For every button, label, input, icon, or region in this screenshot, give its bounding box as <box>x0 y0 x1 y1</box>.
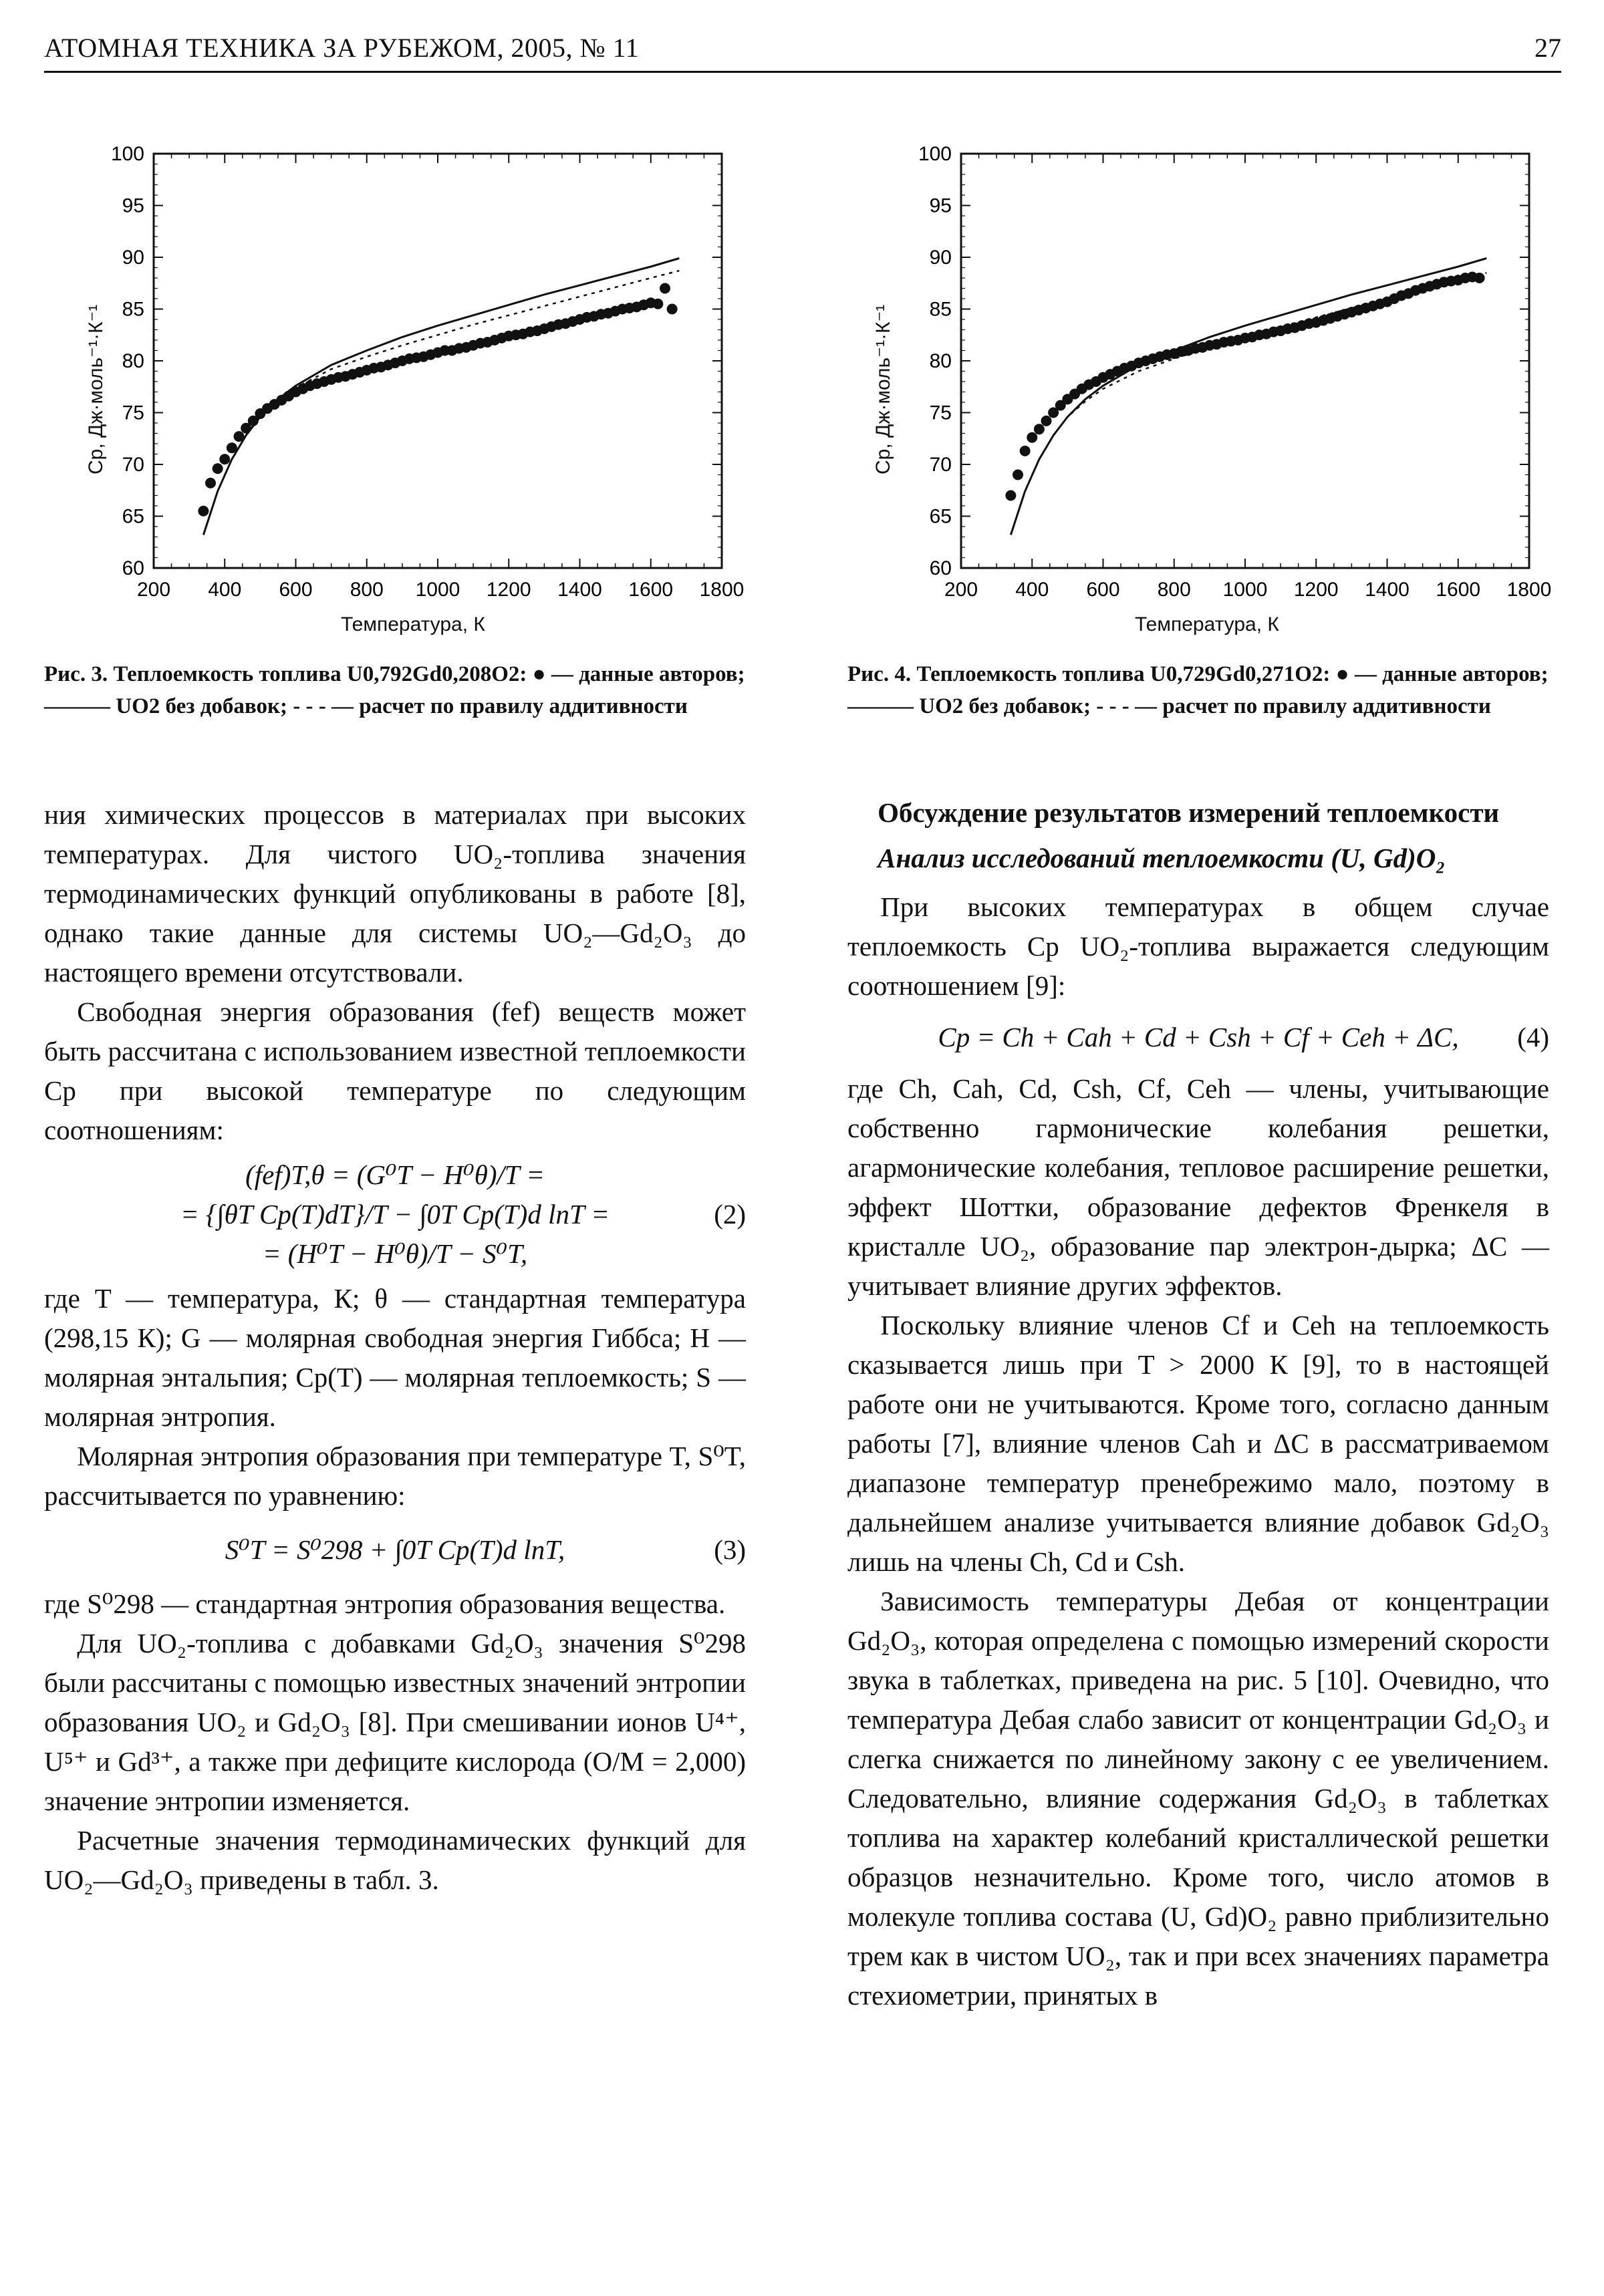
y-tick-label: 100 <box>918 143 952 165</box>
equation-2-line: = (H⁰T − H⁰θ)/T − S⁰T, <box>262 1238 528 1269</box>
equation-number: (4) <box>1517 1022 1549 1052</box>
paragraph: где T — температура, К; θ — стандартная температура (298,15 К); G — молярная свободная энергия Гиббса; H — молярная энтальпия; Cp(T) — молярная теплоемкость; S — молярная энтропия. <box>44 1283 746 1432</box>
equation-3-body: S⁰T = S⁰298 + ∫0T Cp(T)d lnT, <box>225 1534 565 1565</box>
figure-4-chart <box>841 134 1576 655</box>
figure-3 <box>27 134 762 655</box>
subsection-heading: Анализ исследований теплоемкости (U, Gd)O₂ <box>878 843 1446 873</box>
figure-3-xlabel: Температура, К <box>341 613 485 635</box>
paragraph: Для UO₂-топлива с добавками Gd₂O₃ значения S⁰298 были рассчитаны с помощью известных значений энтропии образования UO₂ и Gd₂O₃ [8]. При смешивании ионов U⁴⁺, U⁵⁺ и Gd³⁺, а также при дефиците кислорода (O/M = 2,000) значение энтропии изменяется. <box>44 1628 746 1816</box>
equation-4-body: Cp = Ch + Cah + Cd + Csh + Cf + Ceh + ΔC, <box>938 1022 1459 1052</box>
x-tick-label: 800 <box>1157 579 1191 601</box>
data-point <box>660 283 670 294</box>
y-tick-label: 85 <box>122 298 144 321</box>
y-tick-label: 60 <box>929 557 952 579</box>
figure-4-ylabel: Cp, Дж·моль⁻¹·К⁻¹ <box>872 304 894 474</box>
y-tick-label: 70 <box>122 454 144 476</box>
x-tick-label: 1400 <box>1365 579 1410 601</box>
figure-4-caption: Рис. 4. Теплоемкость топлива U0,729Gd0,271O2: ● — данные авторов; ——— UO2 без добавок; - - - — расчет по правилу аддитивности <box>847 662 1549 718</box>
equation-4 <box>847 1018 1549 1057</box>
paragraph: Зависимость температуры Дебая от концентрации Gd₂O₃, которая определена с помощью измерений скорости звука в таблетках, приведена на рис. 5 [10]. Очевидно, что температура Дебая слабо зависит от концентрации Gd₂O₃ и слегка снижается по линейному закону с ее увеличением. Следовательно, влияние содержания Gd₂O₃ в таблетках топлива на характер колебаний кристаллической решетки образцов незначительно. Кроме того, число атомов в молекуле топлива состава (U, Gd)O₂ равно приблизительно трем как в чистом UO₂, так и при всех значениях параметра стехиометрии, принятых в <box>847 1586 1549 2011</box>
y-tick-label: 80 <box>122 350 144 372</box>
data-point <box>205 478 216 488</box>
paragraph: Свободная энергия образования (fef) веществ может быть рассчитана с использованием известной теплоемкости Cp при высокой температуре по следующим соотношениям: <box>44 996 746 1145</box>
x-tick-label: 600 <box>1086 579 1120 601</box>
uo2-line <box>203 259 679 535</box>
x-tick-label: 600 <box>279 579 313 601</box>
y-tick-label: 80 <box>929 350 952 372</box>
y-tick-label: 85 <box>929 298 952 321</box>
y-tick-label: 95 <box>929 194 952 217</box>
paragraph: Расчетные значения термодинамических функций для UO₂—Gd₂O₃ приведены в табл. 3. <box>44 1825 746 1895</box>
data-point <box>1027 432 1037 443</box>
data-point <box>1013 470 1023 480</box>
x-tick-label: 1000 <box>1222 579 1268 601</box>
x-tick-label: 1000 <box>415 579 460 601</box>
y-tick-label: 100 <box>110 143 144 165</box>
paragraph: Поскольку влияние членов Cf и Ceh на теплоемкость сказывается лишь при T > 2000 К [9], то в настоящей работе они не учитываются. Кроме того, согласно данным работы [7], влияние членов Cah и ΔC в рассматриваемом диапазоне температур пренебрежимо мало, поэтому в дальнейшем анализе учитывается влияние добавок Gd₂O₃ лишь на члены Ch, Cd и Csh. <box>847 1310 1549 1577</box>
y-tick-label: 75 <box>122 402 144 424</box>
x-tick-label: 1800 <box>699 579 745 601</box>
x-tick-label: 200 <box>944 579 978 601</box>
figure-3-caption: Рис. 3. Теплоемкость топлива U0,792Gd0,208O2: ● — данные авторов; ——— UO2 без добавок; - - - — расчет по правилу аддитивности <box>44 662 745 718</box>
data-point <box>1041 416 1052 426</box>
figure-4 <box>841 134 1576 655</box>
data-point <box>667 304 678 315</box>
x-tick-label: 400 <box>208 579 242 601</box>
x-tick-label: 1200 <box>1293 579 1339 601</box>
additivity-line <box>1011 273 1486 535</box>
figure-3-ylabel: Cp, Дж·моль⁻¹·К⁻¹ <box>85 304 107 474</box>
paragraph: где Ch, Cah, Cd, Csh, Cf, Ceh — члены, учитывающие собственно гармонические колебания решетки, агармонические колебания, тепловое расширение решетки, эффект Шоттки, образование дефектов Френкеля в кристалле UO₂, образование пар электрон-дырка; ΔC — учитывает влияние других эффектов. <box>847 1073 1549 1301</box>
data-point <box>1005 490 1016 501</box>
left-column <box>44 795 746 1900</box>
paragraph: При высоких температурах в общем случае теплоемкость Cp UO₂-топлива выражается следующим соотношением [9]: <box>847 891 1549 1001</box>
equation-2 <box>44 1155 746 1274</box>
data-point <box>219 454 230 464</box>
y-tick-label: 75 <box>929 402 952 424</box>
equation-2-line: (fef)T,θ = (G⁰T − H⁰θ)/T = <box>245 1159 545 1190</box>
paragraph: ния химических процессов в материалах при высоких температурах. Для чистого UO₂-топлива значения термодинамических функций опубликованы в работе [8], однако такие данные для системы UO₂—Gd₂O₃ до настоящего времени отсутствовали. <box>44 799 746 988</box>
x-tick-label: 400 <box>1015 579 1049 601</box>
y-tick-label: 60 <box>122 557 144 579</box>
equation-number: (3) <box>714 1534 746 1565</box>
x-tick-label: 1600 <box>628 579 674 601</box>
data-point <box>652 299 663 309</box>
y-tick-label: 95 <box>122 194 144 217</box>
plot-frame <box>961 154 1529 568</box>
x-tick-label: 1800 <box>1506 579 1552 601</box>
right-column <box>847 795 1549 2015</box>
section-heading: Обсуждение результатов измерений теплоемкости <box>878 797 1500 828</box>
data-point <box>1034 424 1045 434</box>
paragraph: Молярная энтропия образования при температуре T, S⁰T, рассчитывается по уравнению: <box>44 1441 746 1511</box>
y-tick-label: 90 <box>929 247 952 269</box>
x-tick-label: 1200 <box>486 579 531 601</box>
uo2-line <box>1011 259 1486 535</box>
x-tick-label: 800 <box>350 579 384 601</box>
data-point <box>198 506 209 517</box>
data-point <box>1020 446 1031 456</box>
y-tick-label: 65 <box>929 505 952 528</box>
equation-3 <box>44 1530 746 1570</box>
paragraph: где S⁰298 — стандартная энтропия образования вещества. <box>44 1588 726 1619</box>
x-tick-label: 200 <box>136 579 171 601</box>
running-header <box>44 29 1561 73</box>
plot-frame <box>154 154 722 568</box>
figure-3-chart <box>27 134 762 655</box>
journal-title: АТОМНАЯ ТЕХНИКА ЗА РУБЕЖОМ, 2005, № 11 <box>44 33 640 63</box>
y-tick-label: 70 <box>929 454 952 476</box>
page-number: 27 <box>1534 33 1561 63</box>
equation-2-line: = {∫θT Cp(T)dT}/T − ∫0T Cp(T)d lnT = <box>180 1199 610 1230</box>
data-point <box>213 463 223 474</box>
figure-4-xlabel: Температура, К <box>1135 613 1279 635</box>
equation-number: (2) <box>714 1199 746 1230</box>
x-tick-label: 1600 <box>1436 579 1481 601</box>
y-tick-label: 65 <box>122 505 144 528</box>
x-tick-label: 1400 <box>557 579 602 601</box>
y-tick-label: 90 <box>122 247 144 269</box>
